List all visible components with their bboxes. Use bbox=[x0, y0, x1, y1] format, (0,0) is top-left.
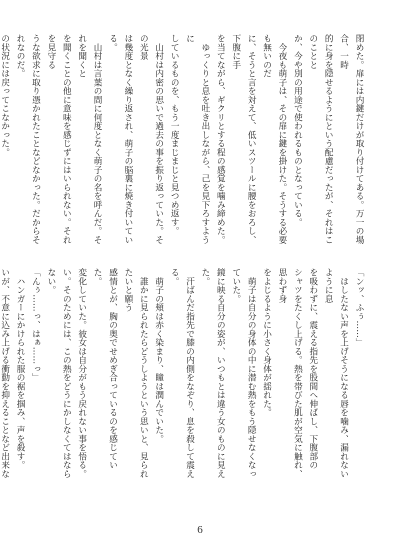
text-column: 的に身を隠せるようにという配慮だったが、それはこのことと bbox=[307, 34, 334, 244]
text-column: か、今や別の用途で使われるものとなっている。 bbox=[292, 34, 303, 227]
upper-text-block bbox=[0, 34, 366, 252]
text-column: 鏡に映る自分の姿が、いつもとは違う女のものに見えた。 bbox=[199, 268, 226, 478]
text-column: 「ンッ、ふぅ……」 bbox=[354, 268, 364, 347]
text-column: を吸わずに、震える指先を股間へ伸ばし、下腹部の bbox=[307, 268, 318, 470]
text-column: 感情とが、胸の奥でせめぎ合っているのを感じていた。 bbox=[92, 268, 118, 470]
text-column: 誰かに見られたらどうしようという思いと、見られたいと願う bbox=[122, 268, 149, 478]
text-column: 変化していた。彼女は自分がもう戻れない事を悟る。 bbox=[76, 268, 87, 478]
text-column: 今夜も萌子は、その扉に鍵を掛けた。そうする必要も無いのだ bbox=[261, 34, 287, 244]
text-column: は幾度となく繰り返され、萌子の脳裏に焼き付いている。 bbox=[107, 34, 133, 244]
lower-text-block bbox=[0, 268, 366, 486]
text-column: しているものを、もう一度まじまじと見つめ返す。 bbox=[169, 34, 180, 236]
text-column: 萌子は自分の身体の中に潜む熱をもう隠せなくなっていた。 bbox=[230, 268, 257, 478]
text-column: ゆっくりと息を吐き出しながら、己を見下ろすように bbox=[184, 34, 210, 244]
text-column: を当てながら、ギクリとする程の感覚を噛み締めた。 bbox=[215, 34, 226, 244]
text-column: いが、不意に込み上げる衝動を抑えることなど出来な bbox=[0, 268, 10, 478]
text-column: に、そうと言を対えて、低いスツールに腰をおろし、下腹に手 bbox=[230, 34, 257, 244]
text-column: 山村は内密の思いで過去の事を振り返っていた。その光景 bbox=[138, 34, 164, 244]
text-column: の状況には戻ってこなかった。 bbox=[0, 34, 10, 157]
text-column: 閉めた。扉には内鍵だけが取り付けてある。万一の場合、一時 bbox=[338, 34, 364, 244]
page-number: 6 bbox=[197, 524, 203, 536]
text-column: 汗ばんだ指先で膝の内側をなぞり、息を殺して震える。 bbox=[169, 268, 195, 478]
text-column: ハンガーにかけられた服の裾を掴み、声を殺す。 bbox=[15, 268, 26, 470]
text-column: 萌子の頬は赤く染まり、瞳は潤んでいた。 bbox=[153, 268, 164, 443]
text-column: をよじるように小さく身体が揺れた。 bbox=[261, 268, 272, 417]
text-column: うな欲求に取り憑かれたことなどなかった。だからそれなのだ。 bbox=[15, 34, 41, 244]
text-column: い。そのためには、この熱をどうにかしなくてはならない。 bbox=[45, 268, 72, 478]
text-column: 「んぅ……っ、はぁ……っ」 bbox=[30, 268, 41, 382]
text-column: を聞くことの他に意味を感じずにはいられない。それを見守る bbox=[45, 34, 72, 244]
text-column: はしたない声を上げそうになる唇を噛み、漏れないように息 bbox=[323, 268, 349, 478]
text-column: 山村は言葉の間に何度となく萌子の名を呼んだ。それを聞くと bbox=[76, 34, 103, 244]
text-column: シャツをたくし上げる。熱を帯びた肌が空気に触れ、思わず身 bbox=[276, 268, 303, 478]
